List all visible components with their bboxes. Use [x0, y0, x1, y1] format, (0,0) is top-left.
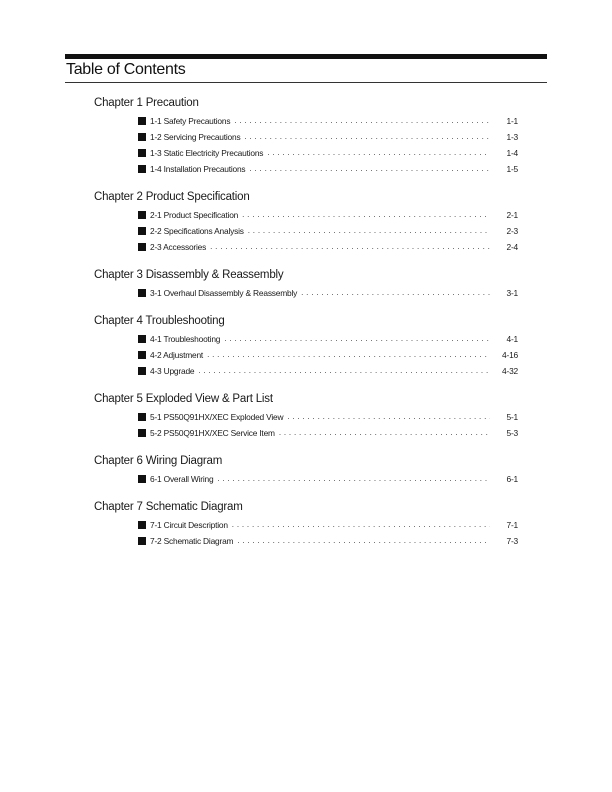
- entry-label: 7-2 Schematic Diagram: [150, 536, 234, 546]
- entry-page: 5-1: [506, 412, 518, 422]
- entry-label: 4-1 Troubleshooting: [150, 334, 221, 344]
- entry-label: 1-4 Installation Precautions: [150, 164, 246, 174]
- toc-entry[interactable]: [138, 409, 522, 425]
- chapter-4: [94, 313, 522, 379]
- square-bullet-icon: [138, 413, 146, 421]
- square-bullet-icon: [138, 243, 146, 251]
- entry-label: 1-2 Servicing Precautions: [150, 132, 241, 142]
- page-title: Table of Contents: [66, 61, 186, 78]
- toc-entry[interactable]: [138, 239, 522, 255]
- dot-leader: [217, 471, 490, 487]
- toc-entry[interactable]: [138, 113, 522, 129]
- chapter-1: [94, 95, 522, 177]
- dot-leader: [237, 533, 490, 549]
- entry-page: 4-16: [502, 350, 518, 360]
- square-bullet-icon: [138, 133, 146, 141]
- toc-entry[interactable]: [138, 425, 522, 441]
- chapter-title: Chapter 3 Disassembly & Reassembly: [94, 269, 284, 281]
- entry-page: 3-1: [506, 288, 518, 298]
- dot-leader: [232, 517, 490, 533]
- chapter-6: [94, 453, 522, 487]
- entry-label: 2-3 Accessories: [150, 242, 207, 252]
- chapter-title: Chapter 5 Exploded View & Part List: [94, 393, 273, 405]
- square-bullet-icon: [138, 211, 146, 219]
- dot-leader: [210, 239, 490, 255]
- dot-leader: [287, 409, 490, 425]
- entry-page: 7-3: [506, 536, 518, 546]
- toc-entry[interactable]: [138, 363, 522, 379]
- entry-label: 1-1 Safety Precautions: [150, 116, 231, 126]
- toc-entry[interactable]: [138, 347, 522, 363]
- entry-page: 4-1: [506, 334, 518, 344]
- toc-entry[interactable]: [138, 285, 522, 301]
- dot-leader: [244, 129, 490, 145]
- chapter-title: Chapter 7 Schematic Diagram: [94, 501, 243, 513]
- toc-entry[interactable]: [138, 129, 522, 145]
- chapter-2: [94, 189, 522, 255]
- dot-leader: [267, 145, 490, 161]
- toc-entry[interactable]: [138, 331, 522, 347]
- chapter-title: Chapter 2 Product Specification: [94, 191, 250, 203]
- dot-leader: [249, 161, 490, 177]
- entry-page: 2-1: [506, 210, 518, 220]
- entry-page: 6-1: [506, 474, 518, 484]
- square-bullet-icon: [138, 227, 146, 235]
- toc-entry[interactable]: [138, 145, 522, 161]
- entry-label: 4-3 Upgrade: [150, 366, 195, 376]
- dot-leader: [242, 207, 490, 223]
- dot-leader: [248, 223, 490, 239]
- entry-page: 1-4: [506, 148, 518, 158]
- toc-entry[interactable]: [138, 533, 522, 549]
- square-bullet-icon: [138, 351, 146, 359]
- chapter-3: [94, 267, 522, 301]
- dot-leader: [279, 425, 490, 441]
- entry-page: 1-5: [506, 164, 518, 174]
- entry-label: 3-1 Overhaul Disassembly & Reassembly: [150, 288, 298, 298]
- square-bullet-icon: [138, 521, 146, 529]
- entry-label: 7-1 Circuit Description: [150, 520, 228, 530]
- entry-label: 2-1 Product Specification: [150, 210, 239, 220]
- toc-entry[interactable]: [138, 223, 522, 239]
- chapter-title: Chapter 1 Precaution: [94, 97, 199, 109]
- dot-leader: [198, 363, 490, 379]
- toc-entry[interactable]: [138, 471, 522, 487]
- chapter-7: [94, 499, 522, 549]
- square-bullet-icon: [138, 117, 146, 125]
- toc-entry[interactable]: [138, 161, 522, 177]
- entry-page: 5-3: [506, 428, 518, 438]
- square-bullet-icon: [138, 149, 146, 157]
- dot-leader: [234, 113, 490, 129]
- entry-label: 5-2 PS50Q91HX/XEC Service Item: [150, 428, 275, 438]
- entry-page: 1-3: [506, 132, 518, 142]
- square-bullet-icon: [138, 475, 146, 483]
- entry-label: 6-1 Overall Wiring: [150, 474, 214, 484]
- square-bullet-icon: [138, 165, 146, 173]
- entry-page: 4-32: [502, 366, 518, 376]
- entry-page: 1-1: [506, 116, 518, 126]
- entry-label: 2-2 Specifications Analysis: [150, 226, 244, 236]
- dot-leader: [224, 331, 490, 347]
- entry-label: 5-1 PS50Q91HX/XEC Exploded View: [150, 412, 284, 422]
- header-rule-bottom: [65, 82, 547, 83]
- toc-entry[interactable]: [138, 517, 522, 533]
- chapter-title: Chapter 6 Wiring Diagram: [94, 455, 223, 467]
- square-bullet-icon: [138, 335, 146, 343]
- chapter-title: Chapter 4 Troubleshooting: [94, 315, 225, 327]
- dot-leader: [207, 347, 490, 363]
- entry-page: 2-4: [506, 242, 518, 252]
- square-bullet-icon: [138, 289, 146, 297]
- square-bullet-icon: [138, 537, 146, 545]
- square-bullet-icon: [138, 367, 146, 375]
- entry-page: 7-1: [506, 520, 518, 530]
- entry-label: 1-3 Static Electricity Precautions: [150, 148, 264, 158]
- square-bullet-icon: [138, 429, 146, 437]
- entry-page: 2-3: [506, 226, 518, 236]
- toc-entry[interactable]: [138, 207, 522, 223]
- dot-leader: [301, 285, 490, 301]
- table-of-contents: [94, 95, 522, 561]
- header-rule-top: [65, 54, 547, 59]
- entry-label: 4-2 Adjustment: [150, 350, 204, 360]
- chapter-5: [94, 391, 522, 441]
